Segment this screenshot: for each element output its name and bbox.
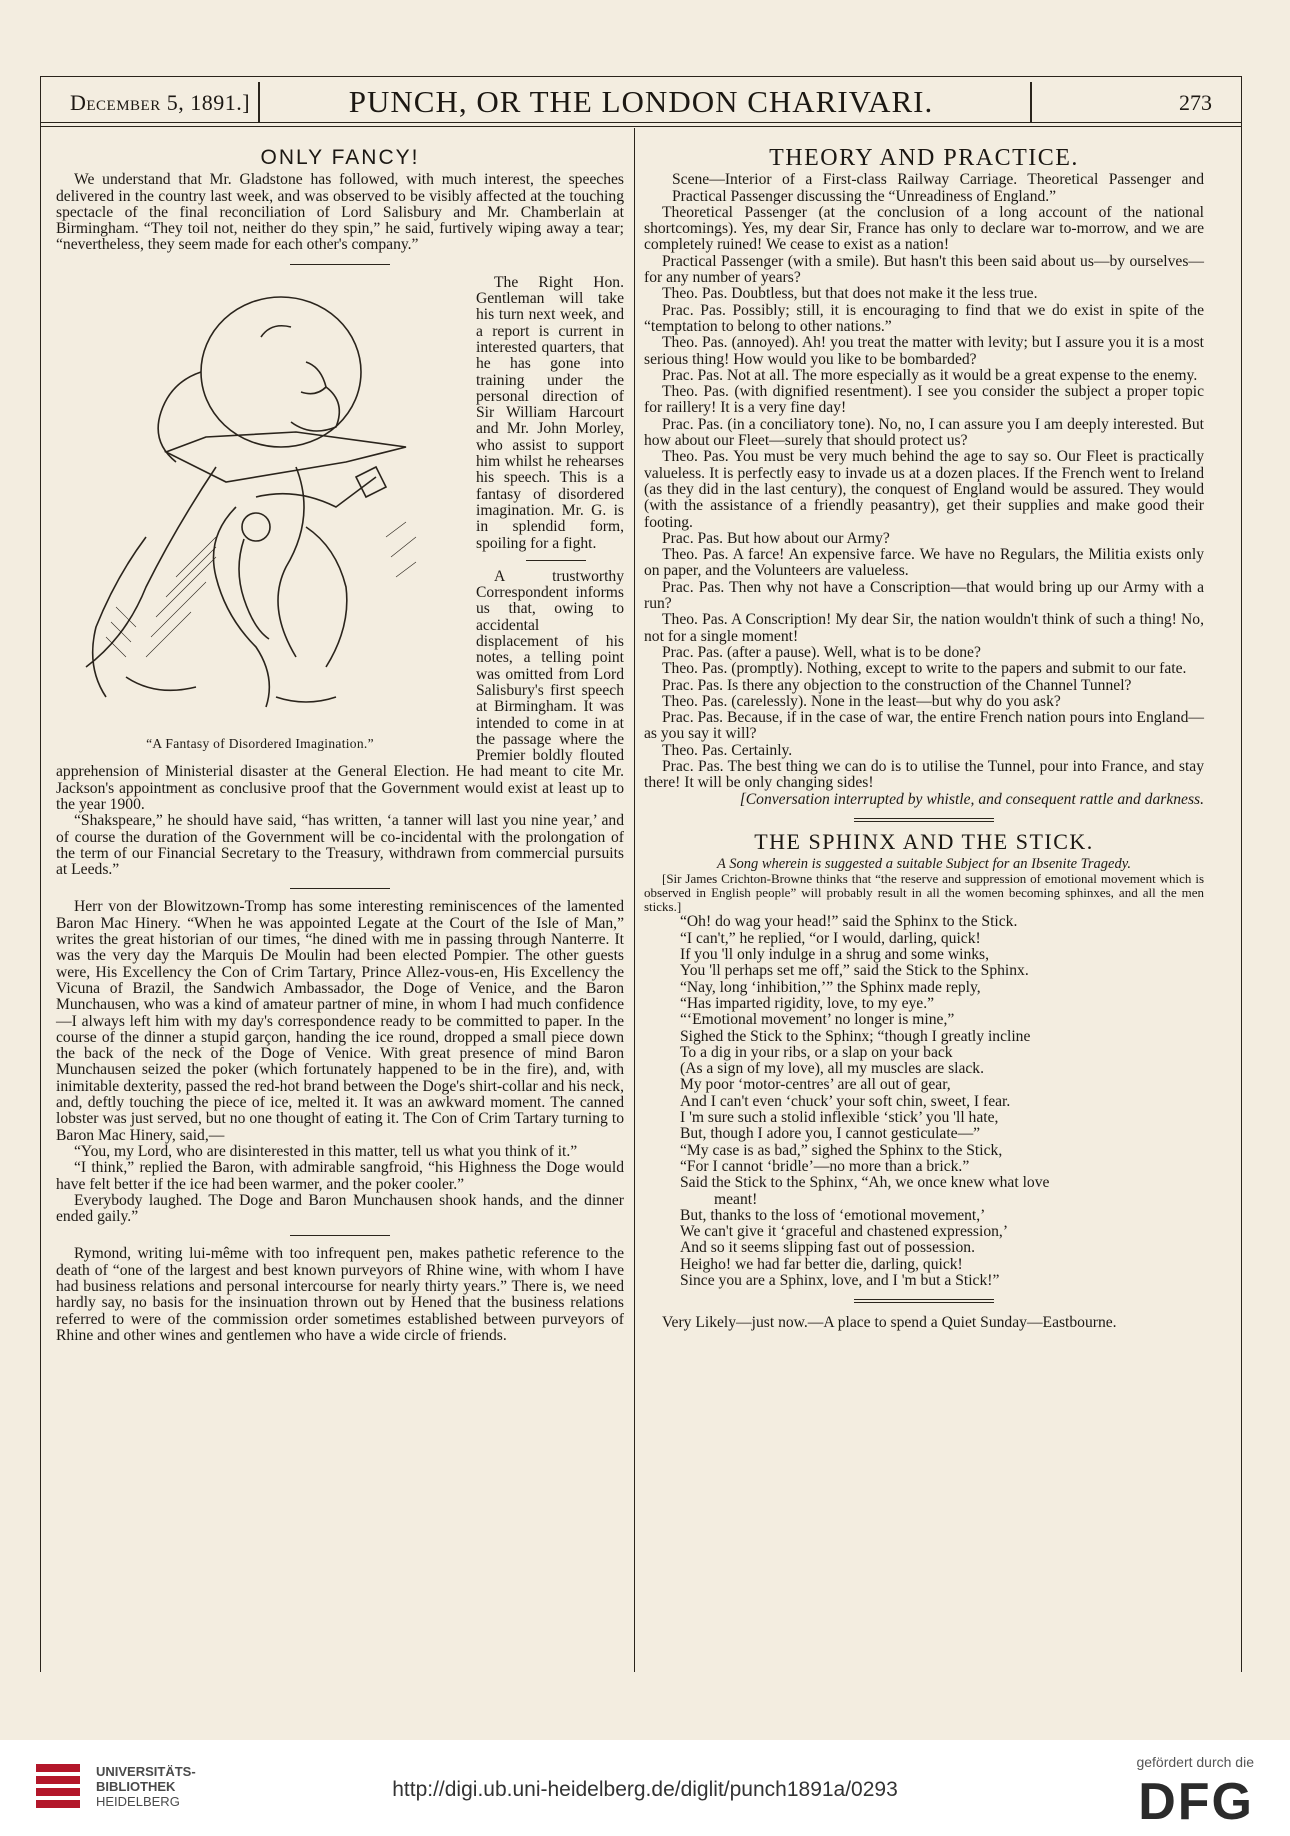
sponsor-logo: DFG [1138,1773,1254,1831]
poem-line: But, though I adore you, I cannot gesticulate—” [680,1125,981,1143]
paragraph: “Shakspeare,” he should have said, “has written, ‘a tanner will last you nine year,’ and of course the duration of the Government will be co-incidental with the prolongation of the term of our Financial Secretary to the Treasury, withdrawn from commercial pursuits at Leeds.” [56,812,624,879]
library-line: UNIVERSITÄTS- [96,1764,196,1779]
header-title: PUNCH, OR THE LONDON CHARIVARI. [348,84,934,119]
header-page-number: 273 [1179,90,1212,115]
poem-line: To a dig in your ribs, or a slap on your back [680,1043,953,1061]
cartoon-illustration [56,277,464,753]
paragraph: Rymond, writing lui-même with too infrequent pen, makes pathetic reference to the death of “one of the largest and best known purveyors of Rhine wine, with whom I have had business relations and personal intercourse for nearly thirty years.” There is, we need hardly say, no basis for the insinuation thrown out by Hened that the business relations referred to were of the commission order sometimes established between purveyors of Rhine and other wines and gentlemen who have a wide circle of friends. [56,1245,624,1344]
poem-line: “Has imparted rigidity, love, to my eye.” [680,994,935,1012]
dialogue-line: Prac. Pas. Because, if in the case of war, the entire French nation pours into England—as you say it will? [644,709,1204,743]
poem-line: “‘Emotional movement’ no longer is mine,” [680,1011,955,1029]
dialogue-line: Practical Passenger (with a smile). But hasn't this been said about us—by ourselves—for any number of years? [644,252,1204,287]
poem-line: “I can't,” he replied, “or I would, darling, quick! [680,929,981,947]
dialogue-line: Theo. Pas. (promptly). Nothing, except to write to the papers and submit to our fate. [662,660,1187,678]
paragraph: “I think,” replied the Baron, with admirable sangfroid, “his Highness the Doge would have felt better if the ice had been warmer, and the poker cooler.” [56,1159,624,1193]
cartoon-drawing [56,277,464,729]
separator [290,888,390,889]
cartoon-caption: “A Fantasy of Disordered Imagination.” [146,736,374,752]
poem-line: We can't give it ‘graceful and chastened expression,’ [680,1223,1009,1241]
dialogue-line: Theo. Pas. (with dignified resentment). I see you consider the subject a proper topic for raillery! It is a very fine day! [644,383,1204,417]
article-heading-sphinx-and-stick: THE SPHINX AND THE STICK. [754,828,1094,854]
poem-line: “My case is as bad,” sighed the Sphinx to the Stick, [680,1141,1003,1159]
poem-line: (As a sign of my love), all my muscles are slack. [680,1060,985,1078]
scene-description: Scene—Interior of a First-class Railway Carriage. Theoretical Passenger and Practical Passenger discussing the “Unreadiness of England.” [672,171,1204,205]
header-date: December 5, 1891.] [70,90,251,115]
poem-line: Heigho! we had far better die, darling, quick! [680,1255,963,1273]
dialogue-line: Prac. Pas. Is there any objection to the construction of the Channel Tunnel? [662,676,1132,694]
poem-line: “Oh! do wag your head!” said the Sphinx to the Stick. [680,913,1018,931]
dialogue-line: Prac. Pas. (after a pause). Well, what is to be done? [662,643,981,661]
right-column [644,145,1204,1332]
library-line: BIBLIOTHEK [96,1779,176,1794]
dialogue-line: Theoretical Passenger (at the conclusion of a long account of the national shortcomings). Yes, my dear Sir, France has only to declare war to-morrow, and we are completely ruined! We cease to exist as a nation! [644,203,1204,254]
library-line: HEIDELBERG [96,1794,180,1809]
dialogue-line: Theo. Pas. You must be very much behind the age to say so. Our Fleet is practically valueless. It is perfectly easy to invade us at a dozen places. If the French went to Ireland (as they did in the last century), the conquest of England would be assured. They would (with the assistance of a friendly peasantry), get their supplies and make good their footing. [644,448,1204,531]
poem-line: My poor ‘motor-centres’ are all out of gear, [680,1076,951,1094]
dialogue-line: Theo. Pas. A Conscription! My dear Sir, the nation wouldn't think of such a thing! No, not for a single moment! [644,611,1204,645]
left-column [56,146,624,1344]
dialogue-line: Prac. Pas. The best thing we can do is to utilise the Tunnel, pour into France, and stay there! It will be only changing sides! [644,757,1204,792]
header-divider [1030,82,1032,122]
dialogue-line: Prac. Pas. Not at all. The more especially as it would be a great expense to the enemy. [662,366,1198,384]
header-rule [40,126,1242,127]
article-heading-theory-and-practice: THEORY AND PRACTICE. [769,145,1079,171]
dialogue-block [644,205,1204,792]
poem-line: “Nay, long ‘inhibition,’” the Sphinx made reply, [680,978,981,996]
poem-line: If you 'll only indulge in a shrug and some winks, [680,946,990,964]
page-header [40,82,1242,122]
closing-note: Very Likely—just now.—A place to spend a Quiet Sunday—Eastbourne. [662,1314,1117,1332]
poem-line: Since you are a Sphinx, love, and I 'm but a Stick!” [680,1272,1000,1289]
header-rule [40,122,1242,123]
paragraph: The Right Hon. Gentleman will take his turn next week, and a report is current in interested quarters, that he has gone into training under the personal direction of Sir William Harcourt and Mr. John Morley, who assist to support him whilst he rehearses his speech. This is a fantasy of disordered imagination. Mr. G. is in splendid form, spoiling for a fight. [476,273,624,552]
dialogue-line: Prac. Pas. Then why not have a Conscription—that would bring up our Army with a run? [644,578,1204,613]
source-url-link[interactable]: http://digi.ub.uni-heidelberg.de/diglit/punch1891a/0293 [392,1778,898,1801]
column-divider [634,128,635,1672]
poem-line: You 'll perhaps set me off,” said the Stick to the Sphinx. [680,962,1029,980]
stage-direction: [Conversation interrupted by whistle, and consequent rattle and darkness. [739,790,1204,808]
dialogue-line: Theo. Pas. Doubtless, but that does not make it the less true. [662,285,1038,303]
paragraph: Everybody laughed. The Doge and Baron Munchausen shook hands, and the dinner ended gaily.” [56,1191,624,1226]
dialogue-line: Theo. Pas. (carelessly). None in the least—but why do you ask? [662,692,1061,710]
dialogue-line: Theo. Pas. A farce! An expensive farce. We have no Regulars, the Militia exists only on paper, and the Volunteers are valueless. [644,546,1204,580]
dialogue-line: Prac. Pas. But how about our Army? [662,529,890,547]
separator [290,264,390,265]
paragraph: A trustworthy Correspondent informs us that, owing to accidental displacement of his notes, a telling point was omitted from Lord Salisbury's first speech at Birmingham. It was intended to come in at the passage where the Premier boldly flouted apprehension of Ministerial disaster at the General Election. He had meant to cite Mr. Jackson's appointment as conclusive proof that the Government would exist at least up to the year 1900. [56,567,624,813]
poem-subtitle: A Song wherein is suggested a suitable Subject for an Ibsenite Tragedy. [716,856,1132,873]
article-heading-only-fancy: ONLY FANCY! [260,146,420,169]
dialogue-line: Theo. Pas. (annoyed). Ah! you treat the matter with levity; but I assure you it is a most serious thing! How would you like to be bombarded? [644,334,1204,368]
paragraph: We understand that Mr. Gladstone has followed, with much interest, the speeches delivered in the country last week, and was observed to be visibly affected at the touching spectacle of the final reconciliation of Lord Salisbury and Mr. Chamberlain at Birmingham. “They toil not, neither do they spin,” he said, furtively wiping away a tear; “nevertheless, they seem made for each other's company.” [56,171,624,254]
poem-line: I 'm sure such a stolid inflexible ‘stick’ you 'll hate, [680,1109,999,1127]
poem-line: meant! [714,1190,758,1208]
poem [644,914,1204,1289]
poem-line: And I can't even ‘chuck’ your soft chin, sweet, I fear. [680,1092,1011,1110]
separator [526,560,586,561]
digitization-footer [0,1740,1290,1836]
poem-line: But, thanks to the loss of ‘emotional movement,’ [680,1206,986,1224]
double-separator [854,1299,994,1303]
poem-line: Sighed the Stick to the Sphinx; “though I greatly incline [680,1027,1031,1045]
dialogue-line: Theo. Pas. Certainly. [662,741,793,759]
paragraph: “You, my Lord, who are disinterested in this matter, tell us what you think of it.” [74,1142,578,1160]
separator [290,1235,390,1236]
double-separator [854,818,994,822]
sponsor-label: gefördert durch die [1136,1754,1254,1770]
paragraph: Herr von der Blowitzown-Tromp has some interesting reminiscences of the lamented Baron Mac Hinery. “When he was appointed Legate at the Court of the Isle of Man,” writes the great historian of our times, “he dined with me in passing through Nanterre. It was the very day the Marquis De Moulin had been elected Pompier. The other guests were, His Excellency the Con of Crim Tartary, Prince Allez-vous-en, His Excellency the Vicuna of Brazil, the Sandwich Ambassador, the Doge of Venice, and the Baron Munchausen, who was a kind of amateur partner of mine, in whom I had much confidence—I always left him with my day's correspondence ready to be committed to paper. In the course of the dinner a stupid garçon, handing the ice round, dropped a small piece down the back of the neck of the Doge of Venice. With great presence of mind Baron Munchausen seized the poker (which fortunately happened to be in the fire), and, with inimitable dexterity, passed the red-hot brand between the Doge's shirt-collar and his neck, and, deftly touching the piece of ice, melted it. It was an awkward moment. The canned lobster was just served, but no one thought of eating it. The Con of Crim Tartary turning to Baron Mac Hinery, said,— [56,898,624,1144]
dialogue-line: Prac. Pas. Possibly; still, it is encouraging to find that we do exist in spite of the “temptation to belong to other nations.” [644,301,1204,335]
poem-line: “For I cannot ‘bridle’—no more than a brick.” [680,1157,970,1175]
dialogue-line: Prac. Pas. (in a conciliatory tone). No, no, I can assure you I am deeply interested. But how about our Fleet—surely that should protect us? [644,415,1204,450]
poem-line: And so it seems slipping fast out of possession. [680,1239,975,1257]
poem-line: Said the Stick to the Sphinx, “Ah, we once knew what love [680,1174,1050,1192]
editorial-note: [Sir James Crichton-Browne thinks that “the reserve and suppression of emotional movement which is observed in English people” will probably result in all the women becoming sphinxes, and all the men sticks.] [644,871,1204,915]
